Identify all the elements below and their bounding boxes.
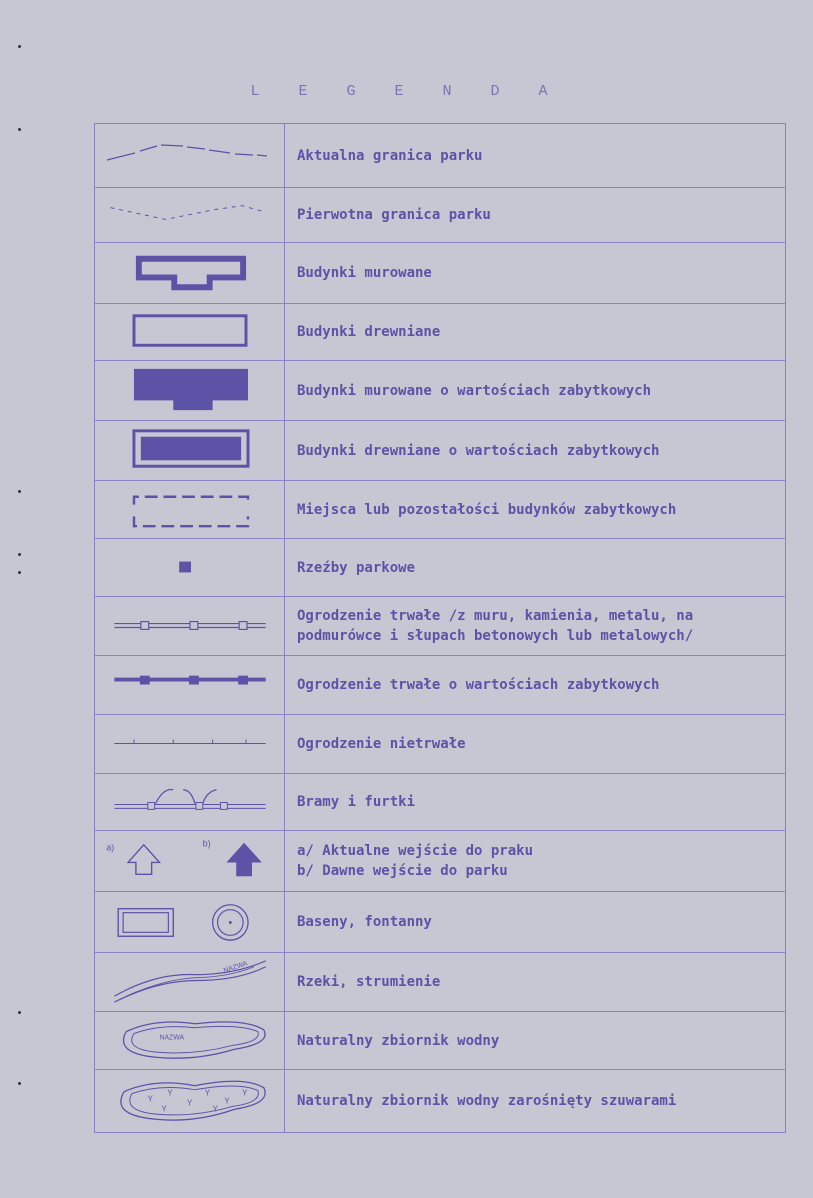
original-boundary-icon — [95, 188, 285, 242]
svg-text:Y: Y — [161, 1104, 167, 1114]
legend-label: Ogrodzenie trwałe o wartościach zabytkowych — [297, 677, 660, 693]
temporary-fence-icon — [95, 715, 285, 773]
legend-row — [95, 655, 785, 714]
river-icon — [95, 953, 285, 1011]
legend-row — [95, 420, 785, 480]
building-remains-icon — [95, 481, 285, 538]
legend-table — [94, 123, 786, 1133]
svg-text:Y: Y — [147, 1094, 153, 1104]
legend-row — [95, 1011, 785, 1069]
historic-wooden-building-icon — [95, 421, 285, 480]
legend-label: Budynki drewniane o wartościach zabytkowych — [297, 442, 660, 459]
legend-label: Rzeki, strumienie — [297, 974, 441, 990]
legend-row — [95, 480, 785, 538]
natural-pond-icon — [95, 1012, 285, 1069]
page-title: L E G E N D A — [250, 83, 563, 100]
legend-label: Miejsca lub pozostałości budynków zabytkowych — [297, 501, 677, 518]
svg-text:Y: Y — [187, 1098, 193, 1108]
legend-label: Budynki murowane o wartościach zabytkowych — [297, 382, 652, 399]
legend-label: Budynki drewniane — [297, 324, 441, 340]
masonry-building-icon — [95, 243, 285, 303]
margin-mark — [18, 1011, 21, 1014]
symbol-label: a) — [106, 842, 115, 853]
svg-text:Y: Y — [167, 1088, 173, 1098]
margin-mark — [18, 128, 21, 131]
legend-label: Aktualna granica parku — [297, 147, 483, 164]
pools-fountains-icon — [95, 892, 285, 952]
legend-row — [95, 952, 785, 1011]
gates-icon — [95, 774, 285, 830]
legend-label: b/ Dawne wejście do parku — [297, 863, 508, 879]
legend-label: Ogrodzenie nietrwałe — [297, 736, 466, 752]
historic-fence-icon — [95, 656, 285, 714]
svg-text:Y: Y — [204, 1088, 211, 1098]
svg-text:Y: Y — [212, 1104, 218, 1114]
entrance-arrows-icon — [95, 831, 285, 891]
legend-label: Rzeźby parkowe — [297, 559, 416, 576]
legend-label: Bramy i furtki — [297, 794, 416, 810]
legend-label: Naturalny zbiornik wodny zarośnięty szuwarami — [297, 1093, 677, 1109]
legend-label: a/ Aktualne wejście do praku — [297, 843, 534, 859]
margin-mark — [18, 571, 21, 574]
margin-mark — [18, 45, 21, 48]
legend-row — [95, 538, 785, 596]
svg-text:Y: Y — [242, 1088, 248, 1098]
current-boundary-icon — [95, 124, 285, 187]
margin-mark — [18, 553, 21, 556]
sculpture-icon — [95, 539, 285, 596]
wooden-building-icon — [95, 304, 285, 360]
legend-label: Pierwotna granica parku — [297, 207, 491, 223]
legend-row — [95, 714, 785, 773]
legend-row — [95, 124, 785, 187]
reedy-pond-icon — [95, 1070, 285, 1132]
legend-label: Naturalny zbiornik wodny — [297, 1032, 500, 1049]
legend-label: Budynki murowane — [297, 265, 432, 281]
svg-text:Y: Y — [224, 1096, 230, 1106]
legend-row — [95, 830, 785, 891]
legend-row — [95, 303, 785, 360]
symbol-label: b) — [202, 838, 211, 849]
historic-masonry-building-icon — [95, 361, 285, 420]
margin-mark — [18, 1082, 21, 1085]
legend-row — [95, 891, 785, 952]
legend-row — [95, 1069, 785, 1132]
permanent-fence-icon — [95, 597, 285, 655]
legend-label: Baseny, fontanny — [297, 914, 432, 930]
legend-row — [95, 360, 785, 420]
symbol-label: NAZWA — [222, 960, 249, 975]
legend-row — [95, 773, 785, 830]
legend-label: podmurówce i słupach betonowych lub metalowych/ — [297, 628, 694, 644]
legend-row — [95, 242, 785, 303]
symbol-label: NAZWA — [159, 1034, 185, 1042]
margin-mark — [18, 490, 21, 493]
legend-label: Ogrodzenie trwałe /z muru, kamienia, metalu, na — [297, 608, 694, 624]
legend-row — [95, 187, 785, 242]
legend-row — [95, 596, 785, 655]
